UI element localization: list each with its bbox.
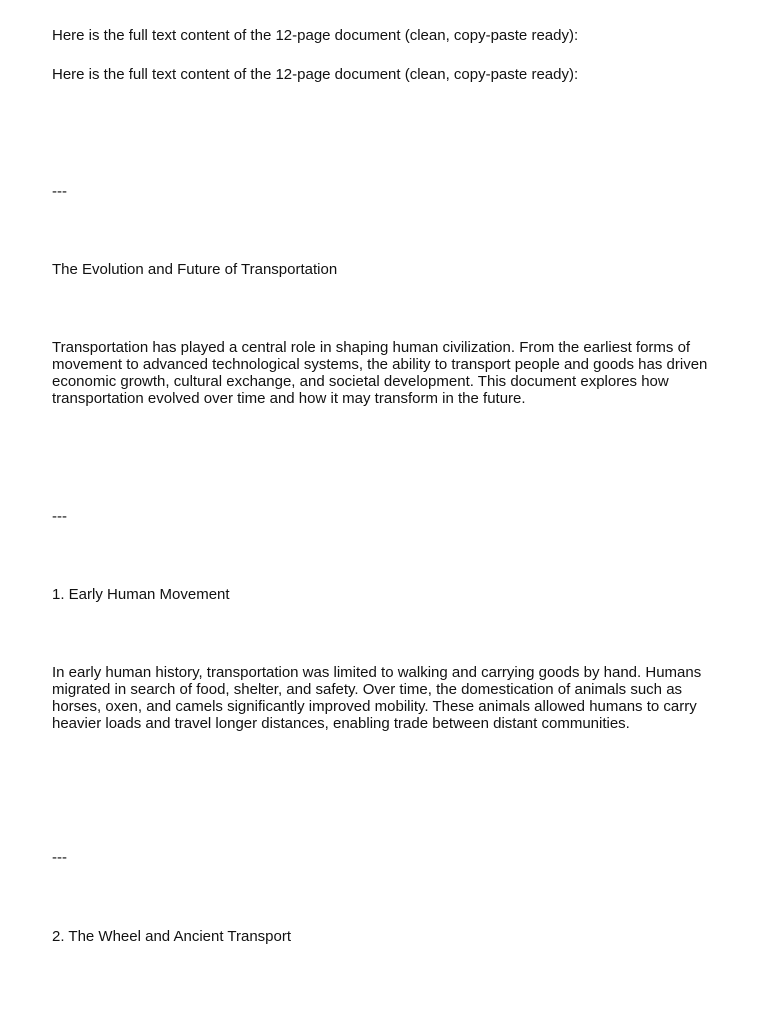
- separator: ---: [52, 508, 67, 525]
- separator: ---: [52, 183, 67, 200]
- section-heading: 1. Early Human Movement: [52, 586, 230, 603]
- section-paragraph: In early human history, transportation was limited to walking and carrying goods by hand. Humans migrated in search of food, shelter, and safety. Over time, the domestication of animals such as horses, oxen, and camels significantly improved mobility. These animals allowed humans to carry heavier loads and travel longer distances, enabling trade between distant communities.: [52, 664, 702, 732]
- intro-line-2: Here is the full text content of the 12-page document (clean, copy-paste ready):: [52, 66, 579, 83]
- separator: ---: [52, 849, 67, 866]
- intro-paragraph: Transportation has played a central role in shaping human civilization. From the earliest forms of movement to advanced technological systems, the ability to transport people and goods has driven economic growth, cultural exchange, and societal development. This document explores how transportation evolved over time and how it may transform in the future.: [52, 339, 708, 407]
- intro-line-1: Here is the full text content of the 12-page document (clean, copy-paste ready):: [52, 27, 579, 44]
- section-heading: 2. The Wheel and Ancient Transport: [52, 928, 292, 945]
- document-title: The Evolution and Future of Transportation: [52, 261, 338, 278]
